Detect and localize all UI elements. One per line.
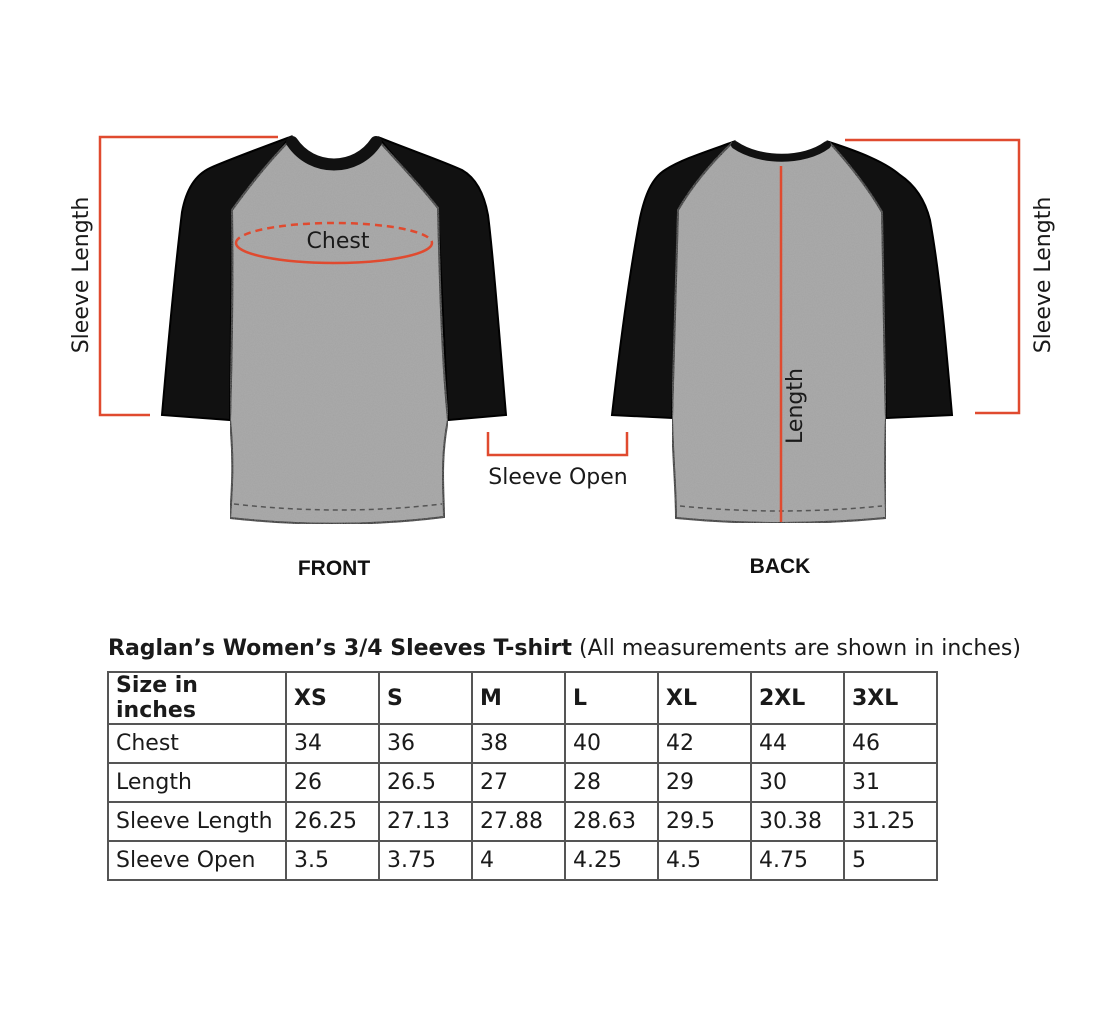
table-cell: 28.63 — [565, 802, 658, 841]
back-collar — [735, 145, 827, 158]
table-cell: 4.25 — [565, 841, 658, 880]
table-cell: 26.5 — [379, 763, 472, 802]
table-cell: 27 — [472, 763, 565, 802]
table-cell: 3.75 — [379, 841, 472, 880]
table-cell: 30.38 — [751, 802, 844, 841]
table-cell: 42 — [658, 724, 751, 763]
header-2xl: 2XL — [751, 672, 844, 724]
header-s: S — [379, 672, 472, 724]
header-3xl: 3XL — [844, 672, 937, 724]
header-l: L — [565, 672, 658, 724]
row-label: Chest — [108, 724, 286, 763]
row-label: Sleeve Open — [108, 841, 286, 880]
front-body — [230, 140, 448, 524]
back-body — [672, 142, 886, 523]
table-cell: 29 — [658, 763, 751, 802]
sleeve-length-left-label: Sleeve Length — [69, 196, 94, 354]
table-row-sleeve-length — [108, 802, 937, 841]
back-view-label: BACK — [749, 555, 811, 578]
table-cell: 4.5 — [658, 841, 751, 880]
table-cell: 4.75 — [751, 841, 844, 880]
table-cell: 26 — [286, 763, 379, 802]
length-label: Length — [783, 368, 808, 444]
table-cell: 26.25 — [286, 802, 379, 841]
header-xl: XL — [658, 672, 751, 724]
size-chart-table — [107, 671, 938, 881]
table-cell: 27.13 — [379, 802, 472, 841]
table-subtitle: (All measurements are shown in inches) — [579, 636, 1021, 661]
table-cell: 31.25 — [844, 802, 937, 841]
table-row-sleeve-open — [108, 841, 937, 880]
sleeve-length-right-label: Sleeve Length — [1031, 196, 1056, 354]
row-label: Sleeve Length — [108, 802, 286, 841]
row-label: Length — [108, 763, 286, 802]
table-cell: 46 — [844, 724, 937, 763]
table-title: Raglan’s Women’s 3/4 Sleeves T-shirt — [108, 636, 573, 661]
table-cell: 30 — [751, 763, 844, 802]
table-cell: 28 — [565, 763, 658, 802]
table-cell: 40 — [565, 724, 658, 763]
table-cell: 29.5 — [658, 802, 751, 841]
front-collar — [292, 142, 376, 165]
table-cell: 31 — [844, 763, 937, 802]
table-cell: 27.88 — [472, 802, 565, 841]
table-header-row — [108, 672, 937, 724]
header-xs: XS — [286, 672, 379, 724]
table-cell: 44 — [751, 724, 844, 763]
table-cell: 34 — [286, 724, 379, 763]
table-row-length — [108, 763, 937, 802]
table-cell: 3.5 — [286, 841, 379, 880]
chest-label: Chest — [306, 229, 370, 254]
table-row-chest — [108, 724, 937, 763]
header-size-label: Size in inches — [108, 672, 286, 724]
front-shirt — [162, 137, 506, 524]
table-cell: 36 — [379, 724, 472, 763]
table-caption — [108, 636, 1021, 661]
table-cell: 5 — [844, 841, 937, 880]
table-cell: 4 — [472, 841, 565, 880]
front-view-label: FRONT — [297, 557, 371, 580]
table-cell: 38 — [472, 724, 565, 763]
sleeve-open-bracket — [488, 432, 627, 455]
sleeve-open-label: Sleeve Open — [488, 465, 628, 490]
header-m: M — [472, 672, 565, 724]
